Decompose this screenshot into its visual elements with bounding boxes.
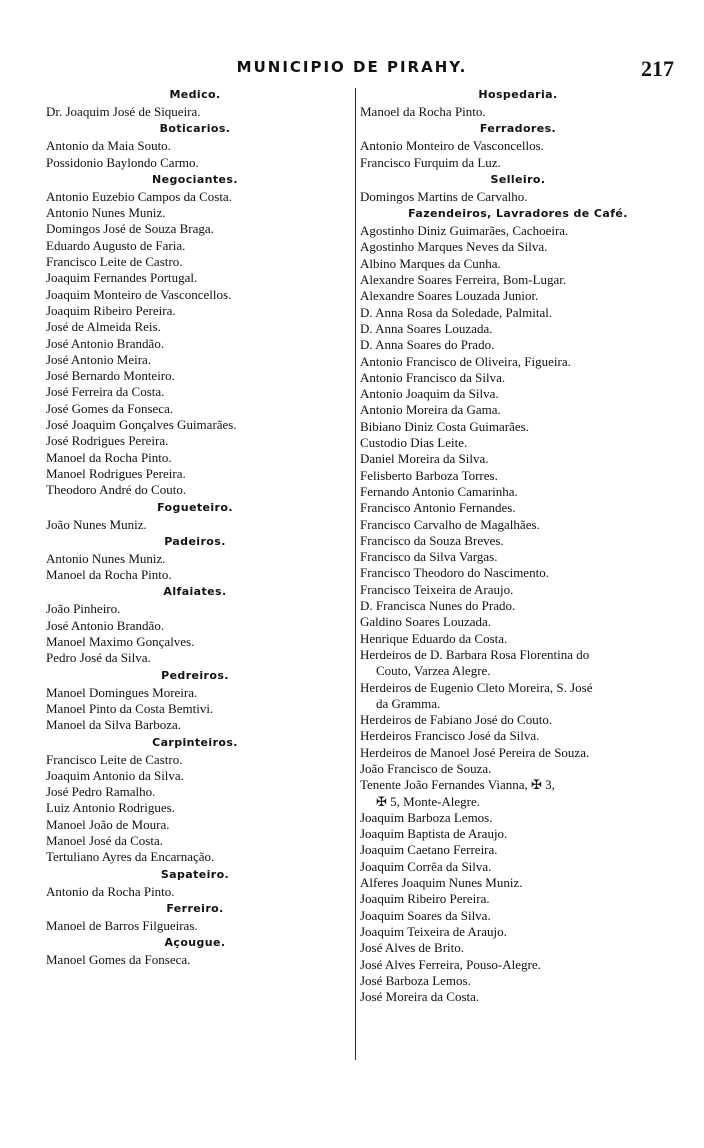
directory-entry: José Pedro Ramalho. xyxy=(46,784,156,800)
directory-entry: Possidonio Baylondo Carmo. xyxy=(46,154,199,170)
directory-entry: Manoel Rodrigues Pereira. xyxy=(46,465,186,481)
directory-entry: João Pinheiro. xyxy=(46,601,121,617)
directory-entry: Francisco Leite de Castro. xyxy=(46,751,183,767)
directory-entry: Alexandre Soares Louzada Junior. xyxy=(360,288,539,304)
section-heading: Selleiro. xyxy=(490,172,546,186)
right-column xyxy=(360,86,676,1005)
directory-entry: Agostinho Diniz Guimarães, Cachoeira. xyxy=(360,223,569,239)
section-heading: Carpinteiros. xyxy=(152,735,238,749)
directory-entry: Antonio Francisco de Oliveira, Figueira. xyxy=(360,353,571,369)
directory-entry: Domingos José de Souza Braga. xyxy=(46,221,214,237)
directory-entry: Custodio Dias Leite. xyxy=(360,435,468,451)
directory-entry: Antonio Nunes Muniz. xyxy=(46,550,166,566)
directory-entry: Antonio Monteiro de Vasconcellos. xyxy=(360,138,544,154)
left-column xyxy=(46,86,344,968)
directory-entry: Joaquim Baptista de Araujo. xyxy=(360,826,508,842)
directory-entry: José Antonio Brandão. xyxy=(46,335,165,351)
section-heading: Fazendeiros, Lavradores de Café. xyxy=(408,207,628,221)
directory-entry: Joaquim Ribeiro Pereira. xyxy=(360,891,490,907)
directory-entry: Felisberto Barboza Torres. xyxy=(360,467,498,483)
directory-entry: Joaquim Teixeira de Araujo. xyxy=(360,923,507,939)
directory-entry: D. Anna Rosa da Soledade, Palmital. xyxy=(360,304,553,320)
directory-entry: Herdeiros de Eugenio Cleto Moreira, S. José xyxy=(360,679,593,695)
directory-entry: Herdeiros de D. Barbara Rosa Florentina do xyxy=(360,646,590,662)
directory-entry: Joaquim Barboza Lemos. xyxy=(360,809,493,825)
directory-entry: José Gomes da Fonseca. xyxy=(46,400,174,416)
directory-entry: Alferes Joaquim Nunes Muniz. xyxy=(360,875,523,891)
directory-entry: José Antonio Meira. xyxy=(46,351,152,367)
directory-entry: Agostinho Marques Neves da Silva. xyxy=(360,239,548,255)
directory-entry: Manoel da Silva Barboza. xyxy=(46,717,182,733)
directory-entry: Antonio Nunes Muniz. xyxy=(46,205,166,221)
directory-entry: Antonio da Rocha Pinto. xyxy=(46,883,175,899)
section-heading: Medico. xyxy=(169,88,221,101)
directory-entry: Bibiano Diniz Costa Guimarães. xyxy=(360,418,529,434)
directory-entry: José Barboza Lemos. xyxy=(360,972,471,988)
directory-entry: Galdino Soares Louzada. xyxy=(360,614,492,630)
directory-entry: José Bernardo Monteiro. xyxy=(46,368,175,384)
directory-entry: Henrique Eduardo da Costa. xyxy=(360,630,508,646)
directory-entry: Tertuliano Ayres da Encarnação. xyxy=(46,849,215,865)
directory-entry: Manoel Maximo Gonçalves. xyxy=(46,634,195,650)
directory-entry: Francisco Theodoro do Nascimento. xyxy=(360,565,549,581)
directory-entry: Francisco Antonio Fernandes. xyxy=(360,500,516,516)
directory-entry: Herdeiros Francisco José da Silva. xyxy=(360,728,540,744)
directory-entry: Couto, Varzea Alegre. xyxy=(376,663,491,679)
directory-entry: D. Anna Soares Louzada. xyxy=(360,320,493,336)
directory-entry: Albino Marques da Cunha. xyxy=(360,255,501,271)
directory-entry: Francisco Furquim da Luz. xyxy=(360,154,501,170)
directory-entry: Francisco Teixeira de Araujo. xyxy=(360,581,514,597)
directory-entry: João Nunes Muniz. xyxy=(46,516,147,532)
directory-entry: Joaquim Fernandes Portugal. xyxy=(46,270,198,286)
directory-entry: D. Anna Soares do Prado. xyxy=(360,337,495,353)
directory-entry: Manoel Pinto da Costa Bemtivi. xyxy=(46,700,214,716)
directory-entry: Luiz Antonio Rodrigues. xyxy=(46,800,175,816)
directory-entry: Joaquim Ribeiro Pereira. xyxy=(46,302,176,318)
directory-entry: Francisco Carvalho de Magalhães. xyxy=(360,516,540,532)
directory-entry: Joaquim Monteiro de Vasconcellos. xyxy=(46,286,232,302)
directory-entry: João Francisco de Souza. xyxy=(360,760,492,776)
directory-entry: ✠ 5, Monte-Alegre. xyxy=(376,793,481,809)
directory-entry: Joaquim Antonio da Silva. xyxy=(46,767,184,783)
directory-entry: José Alves de Brito. xyxy=(360,940,464,956)
directory-entry: Manoel Domingues Moreira. xyxy=(46,684,198,700)
directory-entry: Fernando Antonio Camarinha. xyxy=(360,483,518,499)
directory-entry: José Antonio Brandão. xyxy=(46,617,165,633)
section-heading: Boticarios. xyxy=(159,122,231,136)
directory-entry: José Moreira da Costa. xyxy=(360,989,480,1005)
section-heading: Fogueteiro. xyxy=(157,500,233,514)
page-title: MUNICIPIO DE PIRAHY. xyxy=(236,58,468,76)
directory-entry: da Gramma. xyxy=(376,695,441,711)
directory-entry: Francisco da Silva Vargas. xyxy=(360,549,498,565)
section-heading: Sapateiro. xyxy=(160,867,230,881)
directory-entry: José Rodrigues Pereira. xyxy=(46,433,169,449)
section-heading: Açougue. xyxy=(164,936,226,950)
directory-entry: Herdeiros de Manoel José Pereira de Souza. xyxy=(360,744,590,760)
directory-entry: Manoel João de Moura. xyxy=(46,816,170,832)
page-number: 217 xyxy=(641,56,674,81)
directory-entry: Herdeiros de Fabiano José do Couto. xyxy=(360,712,553,728)
directory-entry: José Alves Ferreira, Pouso-Alegre. xyxy=(360,956,541,972)
directory-entry: Manoel da Rocha Pinto. xyxy=(360,104,486,119)
section-heading: Hospedaria. xyxy=(478,88,558,101)
directory-entry: Francisco da Souza Breves. xyxy=(360,532,504,548)
directory-entry: Manoel Gomes da Fonseca. xyxy=(46,952,191,968)
directory-entry: Dr. Joaquim José de Siqueira. xyxy=(46,104,201,119)
directory-entry: Alexandre Soares Ferreira, Bom-Lugar. xyxy=(360,272,567,288)
directory-entry: Joaquim Soares da Silva. xyxy=(360,907,491,923)
section-heading: Ferreiro. xyxy=(166,901,224,915)
section-heading: Negociantes. xyxy=(152,172,238,186)
directory-entry: Eduardo Augusto de Faria. xyxy=(46,237,186,253)
directory-entry: Antonio da Maia Souto. xyxy=(46,138,171,154)
directory-entry: Francisco Leite de Castro. xyxy=(46,254,183,270)
directory-entry: Domingos Martins de Carvalho. xyxy=(360,188,528,204)
directory-entry: José de Almeida Reis. xyxy=(46,319,161,335)
directory-entry: Antonio Joaquim da Silva. xyxy=(360,386,499,402)
directory-entry: Antonio Euzebio Campos da Costa. xyxy=(46,188,232,204)
directory-entry: Joaquim Caetano Ferreira. xyxy=(360,842,498,858)
section-heading: Padeiros. xyxy=(164,534,226,548)
directory-entry: Antonio Francisco da Silva. xyxy=(360,369,506,385)
directory-entry: Theodoro André do Couto. xyxy=(46,482,187,498)
directory-entry: Antonio Moreira da Gama. xyxy=(360,402,501,418)
directory-entry: Manoel de Barros Filgueiras. xyxy=(46,917,198,933)
directory-entry: Manoel da Rocha Pinto. xyxy=(46,567,172,583)
directory-entry: Manoel José da Costa. xyxy=(46,832,163,848)
directory-entry: Tenente João Fernandes Vianna, ✠ 3, xyxy=(360,777,555,793)
section-heading: Alfaiates. xyxy=(163,585,227,599)
section-heading: Ferradores. xyxy=(479,122,557,136)
directory-entry: José Joaquim Gonçalves Guimarães. xyxy=(46,417,237,433)
directory-entry: José Ferreira da Costa. xyxy=(46,384,165,400)
directory-entry: Daniel Moreira da Silva. xyxy=(360,451,489,467)
directory-entry: D. Francisca Nunes do Prado. xyxy=(360,598,516,614)
directory-entry: Joaquim Corrêa da Silva. xyxy=(360,858,492,874)
section-heading: Pedreiros. xyxy=(161,668,229,682)
directory-entry: Manoel da Rocha Pinto. xyxy=(46,449,172,465)
page-header xyxy=(0,56,704,84)
directory-entry: Pedro José da Silva. xyxy=(46,650,151,666)
column-divider xyxy=(355,88,356,1060)
